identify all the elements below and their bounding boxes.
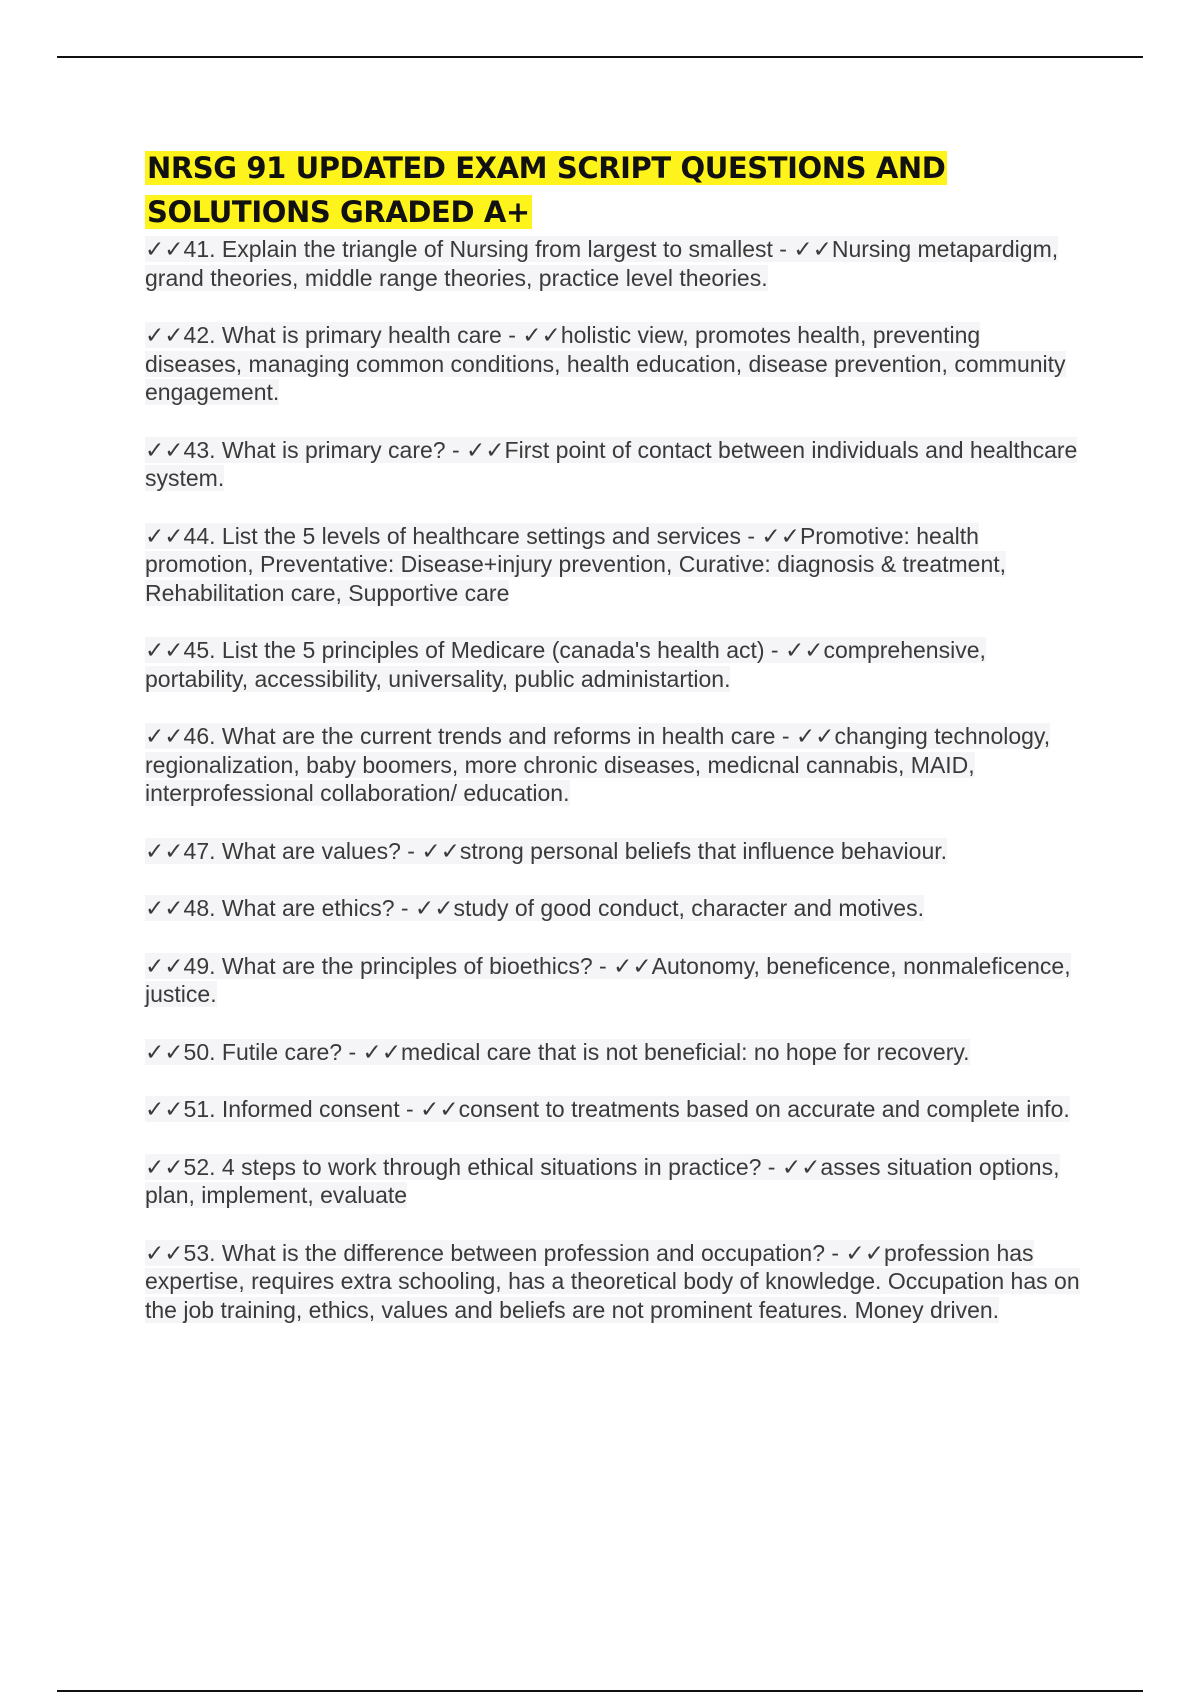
bottom-rule [57,1690,1143,1692]
qa-item-51: ✓✓51. Informed consent - ✓✓consent to treatments based on accurate and complete info. [145,1096,1070,1122]
top-rule [57,56,1143,58]
qa-item-43: ✓✓43. What is primary care? - ✓✓First point of contact between individuals and healthcare system. [145,436,1078,491]
qa-item-53: ✓✓53. What is the difference between profession and occupation? - ✓✓profession has expertise, requires extra schooling, has a theoretical body of knowledge. Occupation has on the job training, ethics, values and beliefs are not prominent features. Money driven. [145,1239,1080,1323]
document-body [145,146,1080,1353]
qa-item-49: ✓✓49. What are the principles of bioethics? - ✓✓Autonomy, beneficence, nonmaleficence, justice. [145,952,1071,1007]
title-line-1: NRSG 91 UPDATED EXAM SCRIPT QUESTIONS AND [147,151,946,185]
qa-item-47: ✓✓47. What are values? - ✓✓strong personal beliefs that influence behaviour. [145,837,948,864]
qa-item-46: ✓✓46. What are the current trends and reforms in health care - ✓✓changing technology, regionalization, baby boomers, more chronic diseases, medicnal cannabis, MAID, interprofessional collaboration/ education. [145,723,1051,806]
document-title [145,146,1080,234]
qa-item-45: ✓✓45. List the 5 principles of Medicare (canada's health act) - ✓✓comprehensive, portability, accessibility, universality, public administartion. [145,637,986,692]
qa-item-42: ✓✓42. What is primary health care - ✓✓holistic view, promotes health, preventing diseases, managing common conditions, health education, disease prevention, community engagement. [145,322,1066,405]
qa-item-52: ✓✓52. 4 steps to work through ethical situations in practice? - ✓✓asses situation options, plan, implement, evaluate [145,1153,1060,1208]
qa-item-44: ✓✓44. List the 5 levels of healthcare settings and services - ✓✓Promotive: health promotion, Preventative: Disease+injury prevention, Curative: diagnosis & treatment, Rehabilitation care, Supportive care [145,522,1007,606]
title-line-2: SOLUTIONS GRADED A+ [147,195,530,229]
qa-item-50: ✓✓50. Futile care? - ✓✓medical care that is not beneficial: no hope for recovery. [145,1038,970,1065]
qa-item-41: ✓✓41. Explain the triangle of Nursing from largest to smallest - ✓✓Nursing metapardigm, grand theories, middle range theories, practice level theories. [145,236,1059,291]
qa-item-48: ✓✓48. What are ethics? - ✓✓study of good conduct, character and motives. [145,895,924,921]
